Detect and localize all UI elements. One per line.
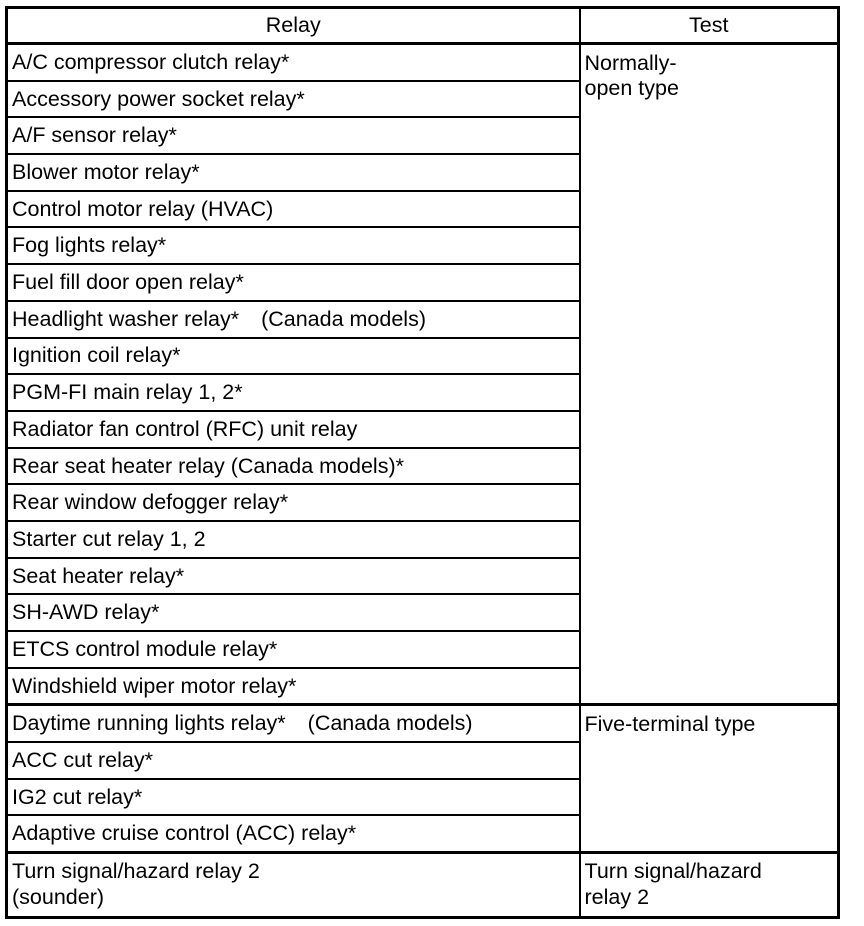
test-turn-signal-line1: Turn signal/hazard bbox=[584, 859, 762, 884]
relay-name: Rear seat heater relay (Canada models)* bbox=[7, 448, 580, 485]
relay-name-with-note bbox=[7, 301, 580, 338]
relay-name: PGM-FI main relay 1, 2* bbox=[7, 374, 580, 411]
relay-name: A/C compressor clutch relay* bbox=[7, 44, 580, 81]
relay-name: Blower motor relay* bbox=[7, 154, 580, 191]
relay-turn-signal bbox=[7, 853, 580, 918]
relay-name: Ignition coil relay* bbox=[7, 338, 580, 375]
relay-name: Fog lights relay* bbox=[7, 227, 580, 264]
test-normally-open bbox=[580, 44, 839, 705]
relay-name: Windshield wiper motor relay* bbox=[7, 668, 580, 705]
header-row bbox=[7, 8, 839, 44]
header-test: Test bbox=[580, 8, 839, 44]
relay-note: (Canada models) bbox=[307, 711, 473, 736]
relay-turn-signal-line1: Turn signal/hazard relay 2 bbox=[12, 859, 260, 884]
relay-turn-signal-line2: (sounder) bbox=[12, 885, 105, 910]
relay-note: (Canada models) bbox=[261, 306, 426, 331]
relay-test-table bbox=[5, 6, 840, 919]
test-turn-signal bbox=[580, 853, 839, 918]
relay-name: Fuel fill door open relay* bbox=[7, 264, 580, 301]
relay-name: Accessory power socket relay* bbox=[7, 81, 580, 118]
table-row bbox=[7, 44, 839, 81]
relay-name: Adaptive cruise control (ACC) relay* bbox=[7, 815, 580, 852]
header-relay: Relay bbox=[7, 8, 580, 44]
test-normally-open-line2: open type bbox=[584, 75, 679, 100]
test-normally-open-line1: Normally- bbox=[584, 51, 677, 75]
relay-name: SH-AWD relay* bbox=[7, 594, 580, 631]
relay-name: Daytime running lights relay* bbox=[12, 711, 286, 736]
relay-name: A/F sensor relay* bbox=[7, 117, 580, 154]
relay-name: IG2 cut relay* bbox=[7, 779, 580, 816]
relay-name: ETCS control module relay* bbox=[7, 631, 580, 668]
relay-name: Starter cut relay 1, 2 bbox=[7, 521, 580, 558]
relay-name: Seat heater relay* bbox=[7, 558, 580, 595]
relay-name: Rear window defogger relay* bbox=[7, 484, 580, 521]
test-turn-signal-line2: relay 2 bbox=[584, 885, 650, 910]
relay-name: Radiator fan control (RFC) unit relay bbox=[7, 411, 580, 448]
test-five-terminal: Five-terminal type bbox=[580, 705, 839, 853]
relay-name-with-note bbox=[7, 705, 580, 742]
table-row bbox=[7, 853, 839, 918]
relay-name: ACC cut relay* bbox=[7, 742, 580, 779]
relay-name: Headlight washer relay* bbox=[12, 306, 240, 331]
relay-name: Control motor relay (HVAC) bbox=[7, 191, 580, 228]
table-row bbox=[7, 705, 839, 742]
